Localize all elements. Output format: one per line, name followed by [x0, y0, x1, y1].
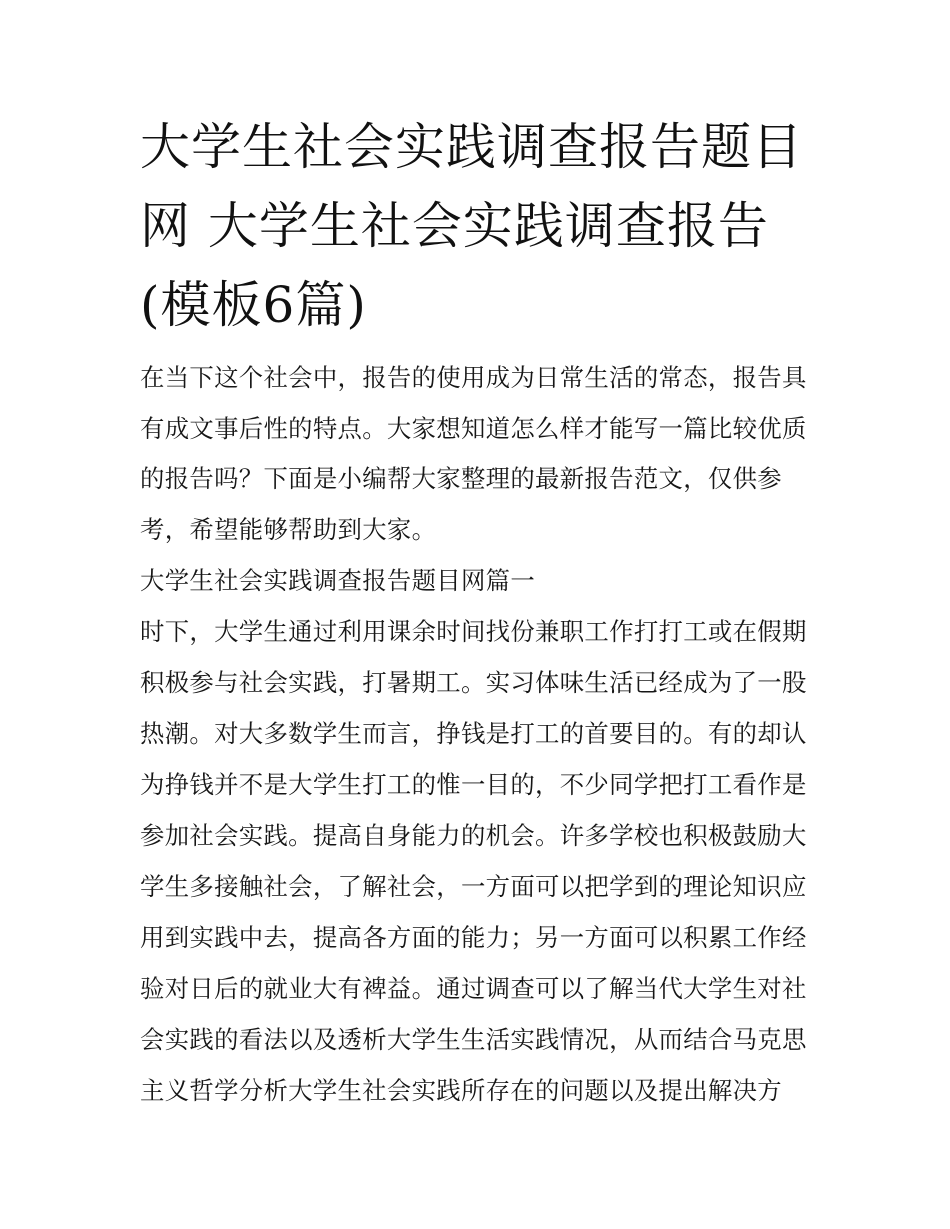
- body-line-10: 主义哲学分析大学生社会实践所存在的问题以及提出解决方: [140, 1076, 782, 1105]
- body-line-5: 参加社会实践。提高自身能力的机会。许多学校也积极鼓励大: [140, 821, 807, 850]
- body-line-7: 用到实践中去，提高各方面的能力；另一方面可以积累工作经: [140, 923, 807, 952]
- body-line-1: 时下，大学生通过利用课余时间找份兼职工作打打工或在假期: [140, 617, 807, 646]
- document-title-line-3: (模板6篇): [140, 276, 367, 334]
- body-line-8: 验对日后的就业大有裨益。通过调查可以了解当代大学生对社: [140, 974, 807, 1003]
- body-line-9: 会实践的看法以及透析大学生生活实践情况，从而结合马克思: [140, 1025, 807, 1054]
- document-title-line-1: 大学生社会实践调查报告题目: [140, 118, 803, 176]
- intro-paragraph-line-3: 的报告吗？下面是小编帮大家整理的最新报告范文，仅供参: [140, 464, 782, 493]
- intro-paragraph-line-1: 在当下这个社会中，报告的使用成为日常生活的常态，报告具: [140, 363, 807, 392]
- body-line-4: 为挣钱并不是大学生打工的惟一目的，不少同学把打工看作是: [140, 770, 807, 799]
- body-line-3: 热潮。对大多数学生而言，挣钱是打工的首要目的。有的却认: [140, 719, 807, 748]
- body-line-6: 学生多接触社会，了解社会，一方面可以把学到的理论知识应: [140, 872, 807, 901]
- intro-paragraph-line-4: 考，希望能够帮助到大家。: [140, 515, 437, 544]
- document-title-line-2: 网 大学生社会实践调查报告: [140, 197, 769, 255]
- section-heading: 大学生社会实践调查报告题目网篇一: [140, 566, 536, 595]
- intro-paragraph-line-2: 有成文事后性的特点。大家想知道怎么样才能写一篇比较优质: [140, 414, 807, 443]
- body-line-2: 积极参与社会实践，打暑期工。实习体味生活已经成为了一股: [140, 668, 807, 697]
